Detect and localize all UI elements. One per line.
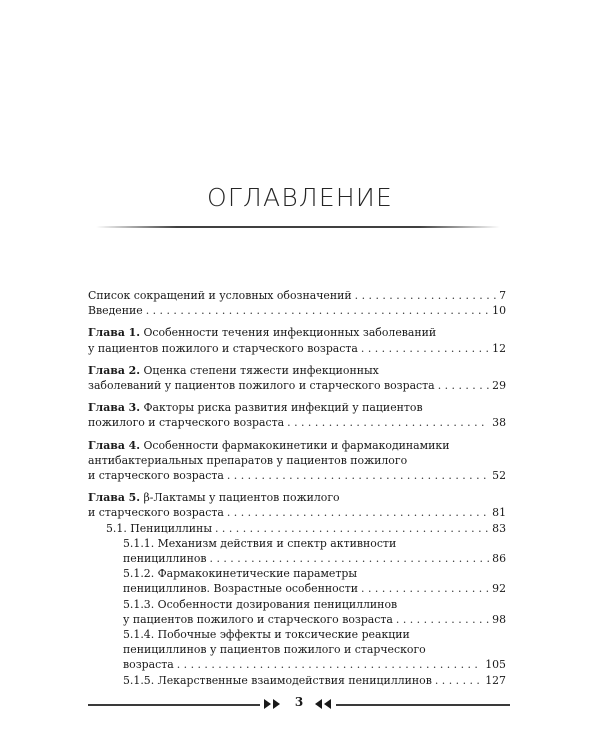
leader-dots [215,521,489,536]
leader-dots [435,673,482,688]
leader-dots [210,551,490,566]
toc-entry-5-1-4[interactable] [88,627,506,673]
toc-entry-text: 5.1.2. Фармакокинетические параметры [123,567,358,581]
table-of-contents [88,288,506,688]
toc-entry-text: пенициллинов у пациентов пожилого и старческого [123,643,426,657]
toc-page-number: 83 [492,521,506,535]
chapter-label: Глава 1. [88,326,141,340]
leader-dots [287,415,489,430]
toc-entry-chapter-4[interactable] [88,438,506,484]
toc-entry-chapter-3[interactable] [88,400,506,430]
toc-entry-text: 5.1.1. Механизм действия и спектр активности [123,536,397,550]
leader-dots [396,612,489,627]
toc-page-number: 10 [492,304,506,318]
toc-entry-text: возраста [123,658,174,672]
toc-page-number: 98 [492,612,506,626]
toc-entry-text: 5.1.5. Лекарственные взаимодействия пенициллинов [123,673,432,687]
toc-page-number: 86 [492,552,506,566]
page-number: 3 [294,695,304,709]
toc-entry-5-1-3[interactable] [88,597,506,627]
toc-entry-text: Факторы риска развития инфекций у пациентов [140,401,423,415]
toc-entry-text: у пациентов пожилого и старческого возраста [88,341,358,355]
toc-entry-text: Особенности течения инфекционных заболеваний [140,326,437,340]
toc-entry-chapter-2[interactable] [88,363,506,393]
ornament-triangle-icon [315,699,322,709]
toc-entry-text: Список сокращений и условных обозначений [88,289,352,302]
footer-rule-left [88,704,260,706]
toc-entry-text: заболеваний у пациентов пожилого и старческого возраста [88,379,435,393]
toc-entry-text: пожилого и старческого возраста [88,416,285,430]
ornament-triangle-icon [273,699,280,709]
leader-dots [177,657,482,672]
chapter-label: Глава 3. [88,401,141,415]
toc-page-number: 38 [492,416,506,430]
toc-entry-text: 5.1. Пенициллины [106,521,212,535]
toc-entry-introduction[interactable] [88,303,506,318]
toc-page-number: 52 [492,469,506,483]
toc-page-number: 92 [492,582,506,596]
toc-entry-text: Введение [88,304,143,318]
toc-page-number: 105 [485,658,506,672]
ornament-triangle-icon [264,699,271,709]
leader-dots [227,505,489,520]
toc-entry-text: антибактериальных препаратов у пациентов пожилого [88,453,408,467]
toc-entry-5-1[interactable] [88,521,506,536]
toc-entry-text: β-Лактамы у пациентов пожилого [140,491,340,505]
toc-entry-chapter-5[interactable] [88,490,506,520]
toc-page-number: 127 [485,673,506,687]
footer-rule-right [336,704,510,706]
leader-dots [355,288,496,303]
chapter-label: Глава 4. [88,438,141,452]
leader-dots [361,341,489,356]
toc-entry-text: у пациентов пожилого и старческого возраста [123,612,393,626]
toc-page-number: 81 [492,506,506,520]
toc-entry-chapter-1[interactable] [88,325,506,355]
toc-entry-text: 5.1.4. Побочные эффекты и токсические реакции [123,628,410,642]
toc-entry-text: пенициллинов. Возрастные особенности [123,582,359,596]
toc-entry-text: Оценка степени тяжести инфекционных [140,363,379,377]
leader-dots [438,378,489,393]
toc-entry-text: Особенности фармакокинетики и фармакодинамики [140,438,450,452]
toc-entry-text: и старческого возраста [88,469,224,483]
leader-dots [146,303,489,318]
toc-page-number: 29 [492,379,506,393]
toc-entry-5-1-1[interactable] [88,536,506,566]
title-divider [96,226,500,228]
leader-dots [227,468,489,483]
toc-entry-text: и старческого возраста [88,506,224,520]
chapter-label: Глава 2. [88,363,141,377]
toc-entry-text: 5.1.3. Особенности дозирования пенициллинов [123,597,398,611]
toc-page-number: 7 [499,289,506,302]
page-title: ОГЛАВЛЕНИЕ [207,183,393,212]
toc-entry-abbreviations[interactable] [88,288,506,303]
toc-entry-5-1-5[interactable] [88,673,506,688]
toc-page-number: 12 [492,341,506,355]
toc-entry-5-1-2[interactable] [88,566,506,596]
ornament-triangle-icon [324,699,331,709]
chapter-label: Глава 5. [88,491,141,505]
leader-dots [361,581,489,596]
toc-entry-text: пенициллинов [123,552,207,566]
